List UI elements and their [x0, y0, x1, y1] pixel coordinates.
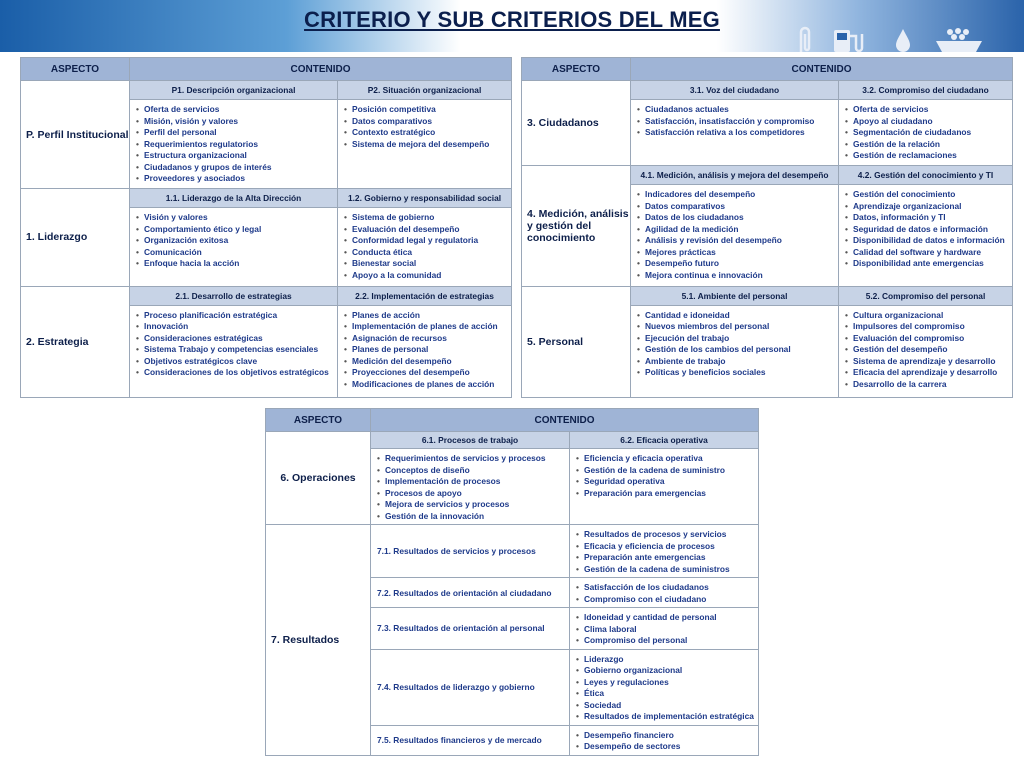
list-item: • Requerimientos regulatorios: [144, 139, 333, 151]
list-item: • Sociedad: [584, 700, 754, 712]
criteria-table-1: [20, 57, 512, 398]
list-item: • Consideraciones de los objetivos estratégicos: [144, 367, 333, 379]
list-item: • Conceptos de diseño: [385, 465, 565, 477]
list-item: • Disponibilidad ante emergencias: [853, 258, 1008, 270]
list-item: • Satisfacción, insatisfacción y compromiso: [645, 116, 834, 128]
result-label: 7.3. Resultados de orientación al personal: [371, 608, 570, 650]
aspect-liderazgo: 1. Liderazgo: [21, 189, 130, 286]
list-item: • Sistema Trabajo y competencias esenciales: [144, 344, 333, 356]
list-item: • Gestión de la cadena de suministro: [584, 465, 754, 477]
list-item: • Sistema de gobierno: [352, 212, 507, 224]
aspect-medicion: 4. Medición, análisis y gestión del conocimiento: [522, 166, 631, 286]
content-cell: [570, 649, 759, 725]
subheader: 1.2. Gobierno y responsabilidad social: [338, 189, 512, 208]
subheader: 1.1. Liderazgo de la Alta Dirección: [130, 189, 338, 208]
list-item: • Enfoque hacia la acción: [144, 258, 333, 270]
list-item: • Evaluación del compromiso: [853, 333, 1008, 345]
content-cell: [130, 305, 338, 397]
list-item: • Organización exitosa: [144, 235, 333, 247]
list-item: • Datos de los ciudadanos: [645, 212, 834, 224]
subheader: 6.1. Procesos de trabajo: [371, 432, 570, 449]
contenido-header: CONTENIDO: [371, 409, 759, 432]
result-label: 7.5. Resultados financieros y de mercado: [371, 725, 570, 755]
list-item: • Modificaciones de planes de acción: [352, 379, 507, 391]
list-item: • Datos, información y TI: [853, 212, 1008, 224]
list-item: • Ambiente de trabajo: [645, 356, 834, 368]
page-title: CRITERIO Y SUB CRITERIOS DEL MEG: [304, 7, 720, 32]
list-item: • Gestión de la cadena de suministros: [584, 564, 754, 576]
subheader: P2. Situación organizacional: [338, 81, 512, 100]
subheader: 4.2. Gestión del conocimiento y TI: [839, 166, 1013, 185]
list-item: • Eficacia y eficiencia de procesos: [584, 541, 754, 553]
list-item: • Planes de acción: [352, 310, 507, 322]
list-item: • Preparación para emergencias: [584, 488, 754, 500]
list-item: • Liderazgo: [584, 654, 754, 666]
aspect-operaciones: 6. Operaciones: [266, 432, 371, 525]
content-cell: [570, 578, 759, 608]
result-label: 7.1. Resultados de servicios y procesos: [371, 525, 570, 578]
list-item: • Clima laboral: [584, 624, 754, 636]
list-item: • Calidad del software y hardware: [853, 247, 1008, 259]
content-cell: [631, 305, 839, 397]
list-item: • Desempeño de sectores: [584, 741, 754, 753]
list-item: • Desempeño financiero: [584, 730, 754, 742]
subheader: 3.2. Compromiso del ciudadano: [839, 81, 1013, 100]
contenido-header: CONTENIDO: [130, 58, 512, 81]
list-item: • Políticas y beneficios sociales: [645, 367, 834, 379]
list-item: • Preparación ante emergencias: [584, 552, 754, 564]
list-item: • Sistema de aprendizaje y desarrollo: [853, 356, 1008, 368]
list-item: • Estructura organizacional: [144, 150, 333, 162]
contenido-header: CONTENIDO: [631, 58, 1013, 81]
content-cell: [570, 608, 759, 650]
list-item: • Requerimientos de servicios y procesos: [385, 453, 565, 465]
list-item: • Seguridad de datos e información: [853, 224, 1008, 236]
list-item: • Ética: [584, 688, 754, 700]
list-item: • Bienestar social: [352, 258, 507, 270]
aspecto-header: ASPECTO: [522, 58, 631, 81]
list-item: • Resultados de procesos y servicios: [584, 529, 754, 541]
aspecto-header: ASPECTO: [266, 409, 371, 432]
aspecto-header: ASPECTO: [21, 58, 130, 81]
paperclip-icon: [795, 26, 815, 54]
list-item: • Proveedores y asociados: [144, 173, 333, 185]
list-item: • Compromiso del personal: [584, 635, 754, 647]
content-cell: [570, 725, 759, 755]
subheader: 4.1. Medición, análisis y mejora del desempeño: [631, 166, 839, 185]
list-item: • Mejora continua e innovación: [645, 270, 834, 282]
list-item: • Perfil del personal: [144, 127, 333, 139]
list-item: • Segmentación de ciudadanos: [853, 127, 1008, 139]
aspect-ciudadanos: 3. Ciudadanos: [522, 81, 631, 166]
aspect-perfil: P. Perfil Institucional: [21, 81, 130, 189]
list-item: • Agilidad de la medición: [645, 224, 834, 236]
subheader: 6.2. Eficacia operativa: [570, 432, 759, 449]
criteria-table-3: [265, 408, 759, 756]
aspect-estrategia: 2. Estrategia: [21, 286, 130, 397]
list-item: • Disponibilidad de datos e información: [853, 235, 1008, 247]
drop-icon: [893, 26, 913, 54]
list-item: • Evaluación del desempeño: [352, 224, 507, 236]
list-item: • Contexto estratégico: [352, 127, 507, 139]
list-item: • Idoneidad y cantidad de personal: [584, 612, 754, 624]
list-item: • Mejores prácticas: [645, 247, 834, 259]
content-cell: [130, 100, 338, 189]
content-cell: [631, 185, 839, 286]
list-item: • Posición competitiva: [352, 104, 507, 116]
list-item: • Gestión de reclamaciones: [853, 150, 1008, 162]
oil-barrel-icon: [930, 26, 988, 54]
list-item: • Compromiso con el ciudadano: [584, 594, 754, 606]
list-item: • Gestión de los cambios del personal: [645, 344, 834, 356]
list-item: • Comunicación: [144, 247, 333, 259]
list-item: • Aprendizaje organizacional: [853, 201, 1008, 213]
content-cell: [570, 449, 759, 525]
list-item: • Medición del desempeño: [352, 356, 507, 368]
list-item: • Visión y valores: [144, 212, 333, 224]
subheader: P1. Descripción organizacional: [130, 81, 338, 100]
list-item: • Misión, visión y valores: [144, 116, 333, 128]
criteria-table-2: [521, 57, 1013, 398]
list-item: • Mejora de servicios y procesos: [385, 499, 565, 511]
content-cell: [338, 100, 512, 189]
content-cell: [839, 305, 1013, 397]
list-item: • Gestión de la relación: [853, 139, 1008, 151]
list-item: • Gestión de la innovación: [385, 511, 565, 523]
list-item: • Impulsores del compromiso: [853, 321, 1008, 333]
list-item: • Oferta de servicios: [853, 104, 1008, 116]
list-item: • Implementación de planes de acción: [352, 321, 507, 333]
list-item: • Innovación: [144, 321, 333, 333]
list-item: • Objetivos estratégicos clave: [144, 356, 333, 368]
list-item: • Implementación de procesos: [385, 476, 565, 488]
list-item: • Seguridad operativa: [584, 476, 754, 488]
list-item: • Planes de personal: [352, 344, 507, 356]
list-item: • Desempeño futuro: [645, 258, 834, 270]
list-item: • Eficacia del aprendizaje y desarrollo: [853, 367, 1008, 379]
list-item: • Conformidad legal y regulatoria: [352, 235, 507, 247]
subheader: 5.2. Compromiso del personal: [839, 286, 1013, 305]
content-cell: [631, 100, 839, 166]
list-item: • Gestión del conocimiento: [853, 189, 1008, 201]
list-item: • Sistema de mejora del desempeño: [352, 139, 507, 151]
subheader: 2.1. Desarrollo de estrategias: [130, 286, 338, 305]
list-item: • Satisfacción de los ciudadanos: [584, 582, 754, 594]
result-label: 7.4. Resultados de liderazgo y gobierno: [371, 649, 570, 725]
list-item: • Datos comparativos: [352, 116, 507, 128]
aspect-personal: 5. Personal: [522, 286, 631, 397]
list-item: • Proceso planificación estratégica: [144, 310, 333, 322]
list-item: • Datos comparativos: [645, 201, 834, 213]
content-cell: [570, 525, 759, 578]
list-item: • Desarrollo de la carrera: [853, 379, 1008, 391]
list-item: • Ciudadanos y grupos de interés: [144, 162, 333, 174]
list-item: • Proyecciones del desempeño: [352, 367, 507, 379]
list-item: • Resultados de implementación estratégica: [584, 711, 754, 723]
list-item: • Cultura organizacional: [853, 310, 1008, 322]
list-item: • Análisis y revisión del desempeño: [645, 235, 834, 247]
list-item: • Gestión del desempeño: [853, 344, 1008, 356]
list-item: • Cantidad e idoneidad: [645, 310, 834, 322]
list-item: • Ciudadanos actuales: [645, 104, 834, 116]
list-item: • Ejecución del trabajo: [645, 333, 834, 345]
content-cell: [338, 208, 512, 286]
list-item: • Gobierno organizacional: [584, 665, 754, 677]
subheader: 5.1. Ambiente del personal: [631, 286, 839, 305]
list-item: • Satisfacción relativa a los competidores: [645, 127, 834, 139]
list-item: • Procesos de apoyo: [385, 488, 565, 500]
list-item: • Asignación de recursos: [352, 333, 507, 345]
list-item: • Conducta ética: [352, 247, 507, 259]
content-cell: [839, 100, 1013, 166]
content-cell: [839, 185, 1013, 286]
aspect-resultados: 7. Resultados: [266, 525, 371, 756]
list-item: • Nuevos miembros del personal: [645, 321, 834, 333]
list-item: • Apoyo al ciudadano: [853, 116, 1008, 128]
list-item: • Consideraciones estratégicas: [144, 333, 333, 345]
result-label: 7.2. Resultados de orientación al ciudadano: [371, 578, 570, 608]
fuel-pump-icon: [830, 26, 870, 54]
list-item: • Comportamiento ético y legal: [144, 224, 333, 236]
list-item: • Indicadores del desempeño: [645, 189, 834, 201]
list-item: • Oferta de servicios: [144, 104, 333, 116]
list-item: • Apoyo a la comunidad: [352, 270, 507, 282]
content-cell: [371, 449, 570, 525]
list-item: • Leyes y regulaciones: [584, 677, 754, 689]
content-cell: [338, 305, 512, 397]
content-cell: [130, 208, 338, 286]
subheader: 3.1. Voz del ciudadano: [631, 81, 839, 100]
subheader: 2.2. Implementación de estrategias: [338, 286, 512, 305]
list-item: • Eficiencia y eficacia operativa: [584, 453, 754, 465]
